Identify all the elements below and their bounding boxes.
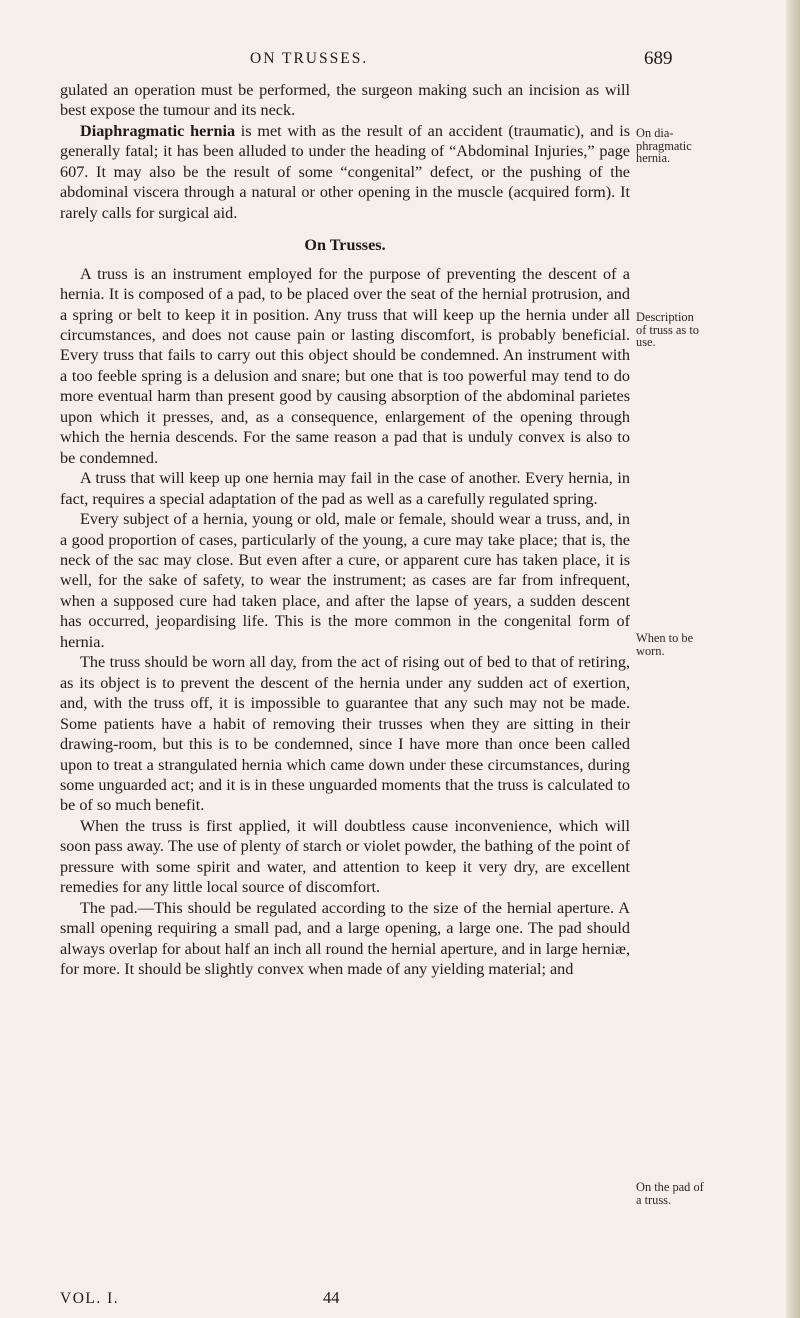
paragraph: gulated an operation must be performed, the surgeon making such an incision as will best expose the tumour and its neck.	[60, 81, 630, 120]
margin-note-line: Description	[636, 310, 694, 324]
body-text	[60, 80, 630, 979]
paragraph: Every subject of a hernia, young or old, male or female, should wear a truss, and, in a good proportion of cases, particularly of the young, a cure may take place; that is, the neck of the sac may close. But even after a cure, or apparent cure has taken place, it is well, for the sake of safety, to wear the instrument; as cases are far from infrequent, when a supposed cure had taken place, and after the lapse of years, a sudden descent has occurred, jeopardising life. This is the more common in the congenital form of hernia.	[60, 510, 630, 651]
paragraph: A truss that will keep up one hernia may fail in the case of another. Every hernia, in fact, requires a special adaptation of the pad as well as a carefully regulated spring.	[60, 469, 630, 508]
paragraph: A truss is an instrument employed for the purpose of preventing the descent of a hernia. It is composed of a pad, to be placed over the seat of the hernial protrusion, and a spring or belt to keep it in position. Any truss that will keep up the hernia under all circumstances, and does not cause pain or lasting discomfort, is probably beneficial. Every truss that fails to carry out this object should be condemned. An instrument with a too feeble spring is a delusion and snare; but one that is too powerful may tend to do more eventual harm than present good by causing absorption of the abdominal parietes upon which it presses, and, as a consequence, enlargement of the opening through which the hernia descends. For the same reason a pad that is unduly convex is also to be condemned.	[60, 264, 630, 467]
margin-note-diaphragmatic	[636, 127, 716, 165]
page-number: 689	[644, 48, 673, 69]
signature-mark: 44	[323, 1288, 340, 1307]
margin-note-line: use.	[636, 335, 656, 350]
margin-note-line: worn.	[636, 643, 665, 658]
volume-mark: VOL. I.	[60, 1290, 120, 1307]
margin-note-line: hernia.	[636, 151, 671, 166]
paragraph: The pad.—This should be regulated according to the size of the hernial aperture. A small opening requiring a small pad, and a large opening, a large one. The pad should always overlap for about half an inch all round the hernial aperture, and in large herniæ, for more. It should be slightly convex when made of any yielding material; and	[60, 898, 630, 979]
margin-note-pad	[636, 1181, 716, 1206]
margin-note-line: of truss as to	[636, 322, 699, 337]
paragraph	[60, 121, 630, 223]
page-edge	[786, 0, 800, 1318]
running-title: ON TRUSSES.	[250, 50, 369, 67]
paragraph: The truss should be worn all day, from the act of rising out of bed to that of retiring, as its object is to prevent the descent of the hernia under any sudden act of exertion, and, with the truss off, it is impossible to guarantee that any such may not be made. Some patients have a habit of removing their trusses when they are sitting in their drawing-room, but this is to be condemned, since I have more than once been called upon to treat a strangulated hernia which came down under these circumstances, during some unguarded act; and it is in these unguarded moments that the truss is calculated to be of so much benefit.	[60, 653, 630, 815]
margin-note-line: When to be	[636, 631, 694, 645]
margin-note-when-worn	[636, 632, 716, 657]
margin-note-line: phragmatic	[636, 138, 692, 153]
margin-note-description	[636, 311, 716, 349]
margin-note-line: a truss.	[636, 1192, 672, 1207]
margin-note-line: On dia-	[636, 126, 674, 140]
run-in-heading: Diaphragmatic hernia	[80, 121, 236, 140]
paragraph-text: is met with as the result of an accident (traumatic), and is generally fatal; it has been alluded to under the heading of “Abdominal Injuries,” page 607. It may also be the result of some “congenital” defect, or the pushing of the abdominal viscera through a natural or other opening in the muscle (acquired form). It rarely calls for surgical aid.	[60, 121, 630, 222]
margin-note-line: On the pad of	[636, 1180, 704, 1194]
section-heading: On Trusses.	[304, 236, 386, 255]
paragraph: When the truss is first applied, it will doubtless cause inconvenience, which will soon pass away. The use of plenty of starch or violet powder, the bathing of the point of pressure with some spirit and water, and attention to keep it very dry, are excellent remedies for any little local source of discomfort.	[60, 816, 630, 897]
